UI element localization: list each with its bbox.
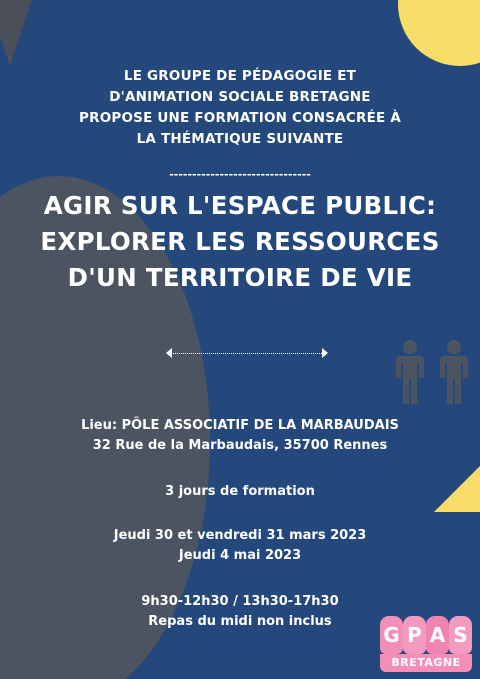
logo-letter: A bbox=[426, 616, 449, 654]
logo-letter: S bbox=[449, 616, 472, 654]
location-address: 32 Rue de la Marbaudais, 35700 Rennes bbox=[92, 438, 388, 453]
logo-letter: P bbox=[403, 616, 426, 654]
decorative-triangle bbox=[0, 0, 32, 66]
intro-line: LA THÉMATIQUE SUIVANTE bbox=[136, 131, 344, 147]
logo-letter: G bbox=[380, 616, 403, 654]
dates-block bbox=[0, 526, 480, 566]
duration-text: 3 jours de formation bbox=[165, 484, 315, 499]
date-line: Jeudi 30 et vendredi 31 mars 2023 bbox=[113, 528, 367, 543]
dashed-divider: ------------------------------- bbox=[169, 168, 311, 181]
title-line: EXPLORER LES RESSOURCES bbox=[40, 227, 440, 256]
people-icon bbox=[392, 338, 476, 406]
location-block bbox=[0, 416, 480, 456]
title-line: AGIR SUR L'ESPACE PUBLIC: bbox=[43, 191, 437, 220]
intro-line: LE GROUPE DE PÉDAGOGIE ET bbox=[123, 68, 357, 84]
location-name: Lieu: PÔLE ASSOCIATIF DE LA MARBAUDAIS bbox=[81, 418, 399, 433]
formation-title bbox=[0, 188, 480, 296]
schedule-hours: 9h30-12h30 / 13h30-17h30 bbox=[141, 594, 339, 609]
intro-line: D'ANIMATION SOCIALE BRETAGNE bbox=[109, 89, 371, 105]
gpas-logo bbox=[380, 616, 472, 674]
title-line: D'UN TERRITOIRE DE VIE bbox=[67, 263, 413, 292]
decorative-circle bbox=[398, 0, 480, 66]
intro-line: PROPOSE UNE FORMATION CONSACRÉE À bbox=[79, 110, 401, 126]
intro-text bbox=[0, 66, 480, 150]
logo-subtitle: BRETAGNE bbox=[380, 654, 472, 672]
date-line: Jeudi 4 mai 2023 bbox=[178, 548, 302, 563]
schedule-meal: Repas du midi non inclus bbox=[148, 614, 332, 629]
